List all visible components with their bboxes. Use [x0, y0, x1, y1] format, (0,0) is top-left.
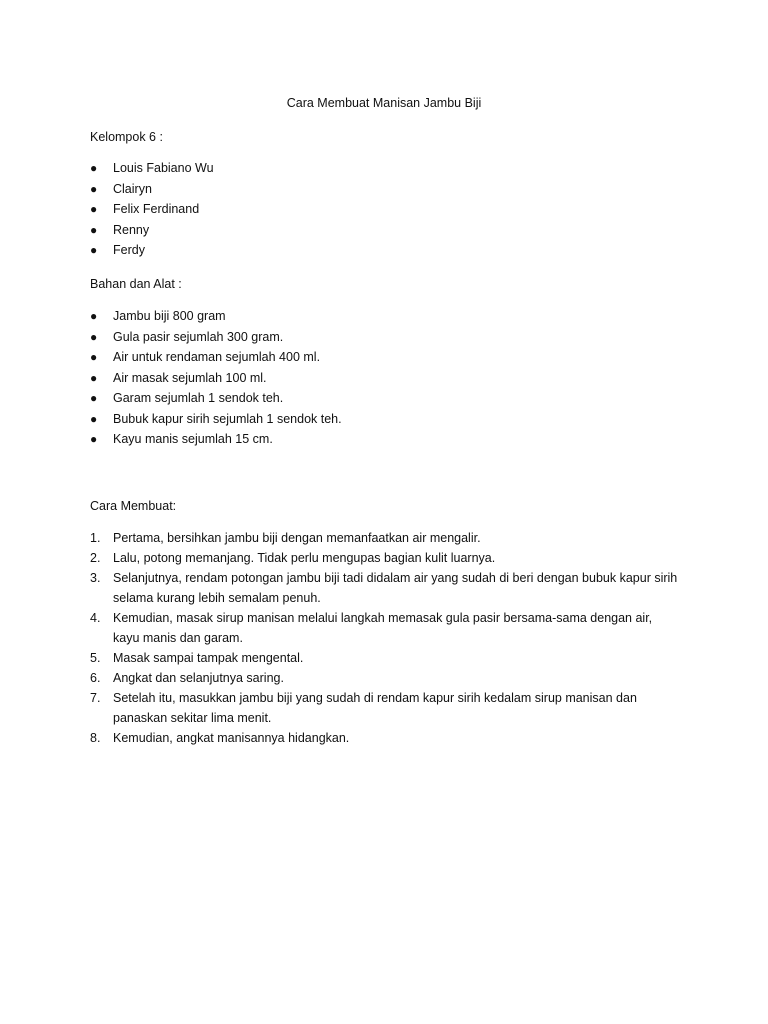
bullet-icon: ● — [90, 411, 98, 426]
step-number: 3. — [90, 571, 101, 585]
list-item: ● Garam sejumlah 1 sendok teh. — [90, 388, 690, 409]
bullet-icon: ● — [90, 202, 98, 216]
step-text: Masak sampai tampak mengental. — [113, 651, 304, 665]
list-item: ● Air masak sejumlah 100 ml. — [90, 368, 690, 389]
step-item — [90, 608, 680, 648]
bullet-icon: ● — [90, 370, 98, 385]
document-title: Cara Membuat Manisan Jambu Biji — [286, 96, 482, 110]
list-item: ● Kayu manis sejumlah 15 cm. — [90, 429, 690, 450]
step-item — [90, 648, 680, 668]
bullet-icon: ● — [90, 350, 98, 364]
steps-list — [90, 528, 680, 748]
step-text: Angkat dan selanjutnya saring. — [113, 671, 284, 685]
bullet-icon: ● — [90, 432, 98, 446]
step-number: 6. — [90, 671, 101, 685]
step-number: 7. — [90, 691, 101, 705]
bahan-list — [90, 306, 690, 450]
members-list — [90, 158, 690, 261]
bullet-icon: ● — [90, 329, 98, 344]
bullet-icon: ● — [90, 309, 98, 323]
step-item — [90, 688, 680, 728]
step-item — [90, 568, 680, 608]
bullet-icon: ● — [90, 181, 98, 196]
step-item — [90, 548, 680, 568]
bullet-icon: ● — [90, 161, 98, 175]
step-text: Kemudian, masak sirup manisan melalui langkah memasak gula pasir bersama-sama dengan air, kayu manis dan garam. — [113, 611, 653, 645]
step-number: 5. — [90, 651, 101, 665]
step-text: Selanjutnya, rendam potongan jambu biji tadi didalam air yang sudah di beri dengan bubuk kapur sirih selama kurang lebih semalam penuh. — [113, 571, 678, 605]
list-item: ● Bubuk kapur sirih sejumlah 1 sendok teh. — [90, 409, 690, 430]
step-number: 1. — [90, 531, 101, 545]
step-item — [90, 528, 680, 548]
bullet-icon: ● — [90, 391, 98, 405]
step-number: 2. — [90, 551, 101, 565]
step-text: Pertama, bersihkan jambu biji dengan memanfaatkan air mengalir. — [113, 531, 481, 545]
step-text: Setelah itu, masukkan jambu biji yang sudah di rendam kapur sirih kedalam sirup manisan dan panaskan sekitar lima menit. — [113, 691, 637, 725]
kelompok-heading: Kelompok 6 : — [90, 130, 163, 144]
list-item: ● Air untuk rendaman sejumlah 400 ml. — [90, 347, 690, 368]
list-item: ● Jambu biji 800 gram — [90, 306, 690, 327]
bullet-icon: ● — [90, 243, 98, 257]
list-item: ● Gula pasir sejumlah 300 gram. — [90, 327, 690, 348]
bahan-heading: Bahan dan Alat : — [90, 277, 182, 291]
step-text: Lalu, potong memanjang. Tidak perlu mengupas bagian kulit luarnya. — [113, 551, 496, 565]
cara-heading: Cara Membuat: — [90, 499, 177, 513]
step-number: 4. — [90, 611, 101, 625]
list-item: ● Louis Fabiano Wu — [90, 158, 690, 179]
step-text: Kemudian, angkat manisannya hidangkan. — [113, 731, 350, 745]
step-item — [90, 668, 680, 688]
list-item: ● Ferdy — [90, 240, 690, 261]
step-number: 8. — [90, 731, 101, 745]
step-item — [90, 728, 680, 748]
list-item: ● Clairyn — [90, 179, 690, 200]
bullet-icon: ● — [90, 222, 98, 237]
list-item: ● Renny — [90, 220, 690, 241]
list-item: ● Felix Ferdinand — [90, 199, 690, 220]
